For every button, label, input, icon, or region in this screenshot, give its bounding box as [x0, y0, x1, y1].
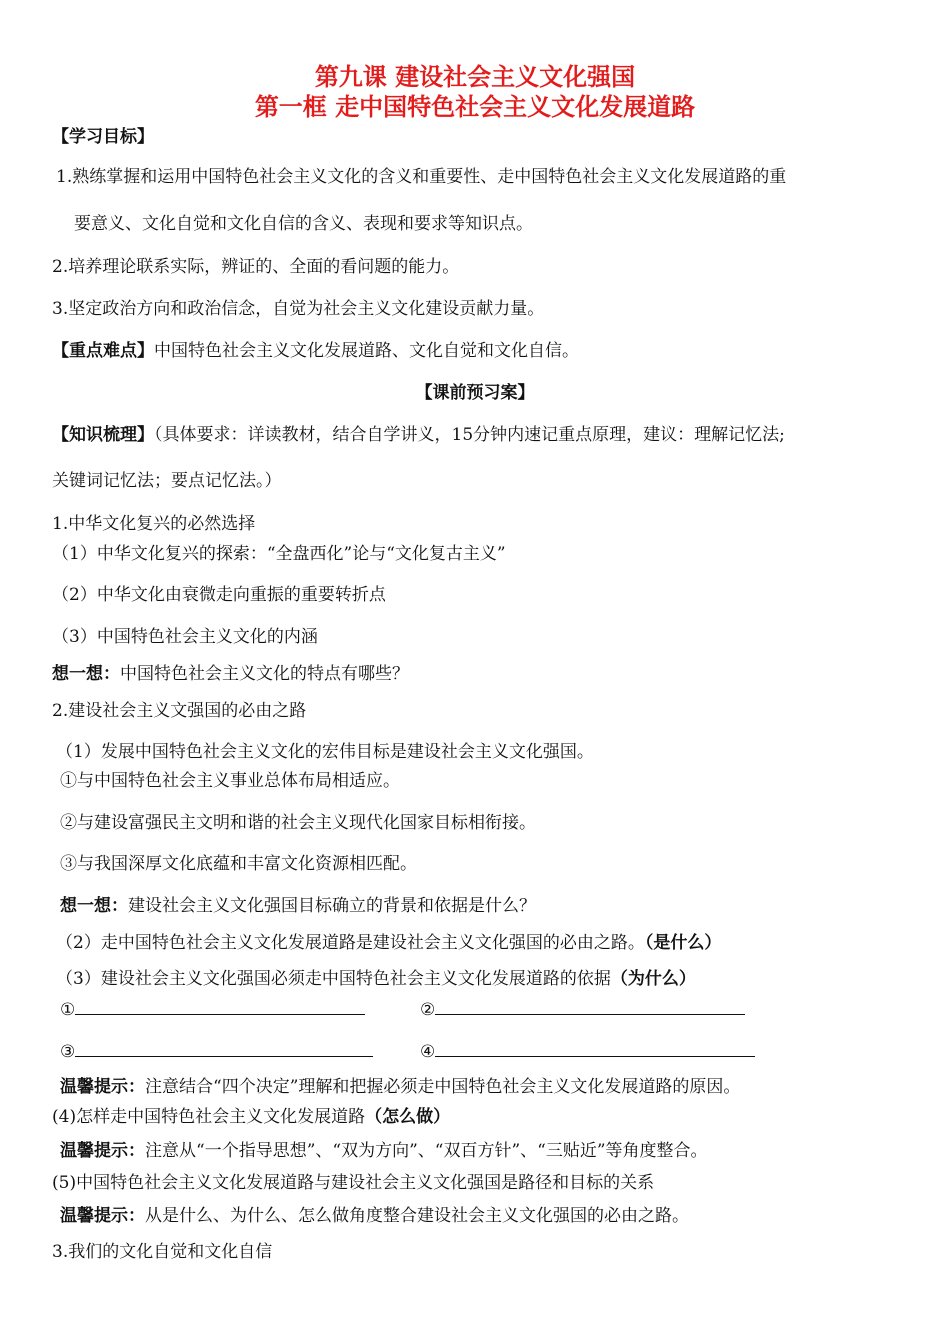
section1-sub1: （1）中华文化复兴的探索：“全盘西化”论与“文化复古主义” — [52, 544, 506, 564]
section2-item-3: ③与我国深厚文化底蕴和丰富文化资源相匹配。 — [60, 854, 417, 874]
section1-sub3: （3）中国特色社会主义文化的内涵 — [52, 627, 318, 647]
sub4-text: (4)怎样走中国特色社会主义文化发展道路 — [52, 1107, 366, 1127]
blank-line — [435, 1040, 755, 1057]
answer-blank-1[interactable] — [60, 998, 365, 1021]
section2-sub1: （1）发展中国特色社会主义文化的宏伟目标是建设社会主义文化强国。 — [56, 742, 594, 762]
goal-item-1a: 1.熟练掌握和运用中国特色社会主义文化的含义和重要性、走中国特色社会主义文化发展道路的重 — [56, 167, 787, 187]
goals-heading: 【学习目标】 — [52, 127, 154, 147]
section2-sub2 — [56, 932, 721, 954]
tip-text: 从是什么、为什么、怎么做角度整合建设社会主义文化强国的必由之路。 — [145, 1206, 689, 1226]
tip-1 — [60, 1076, 740, 1098]
lesson-title: 第九课 建设社会主义文化强国 — [314, 63, 636, 91]
goal-item-3: 3.坚定政治方向和政治信念，自觉为社会主义文化建设贡献力量。 — [52, 299, 545, 319]
section2-item-1: ①与中国特色社会主义事业总体布局相适应。 — [60, 771, 400, 791]
tip-label: 温馨提示： — [60, 1206, 145, 1226]
sub3-text: （3）建设社会主义文化强国必须走中国特色社会主义文化发展道路的依据 — [56, 969, 611, 989]
blank-line — [435, 998, 745, 1015]
knowledge-instruction-b: 关键词记忆法；要点记忆法。） — [52, 471, 282, 491]
tip-2 — [60, 1140, 708, 1162]
sub3-bold: （为什么） — [610, 969, 696, 989]
section2-sub5: (5)中国特色社会主义文化发展道路与建设社会主义文化强国是路径和目标的关系 — [52, 1173, 655, 1193]
section-title: 第一框 走中国特色社会主义文化发展道路 — [254, 93, 696, 121]
tip-label: 温馨提示： — [60, 1077, 145, 1097]
tip-text: 注意从“一个指导思想”、“双为方向”、“双百方针”、“三贴近”等角度整合。 — [145, 1141, 708, 1161]
blank-line — [75, 1040, 373, 1057]
section2-think — [60, 895, 536, 917]
tip-3 — [60, 1205, 689, 1227]
answer-blank-4[interactable] — [420, 1040, 755, 1063]
tip-label: 温馨提示： — [60, 1141, 145, 1161]
think-label: 想一想： — [60, 896, 128, 916]
section3-title: 3.我们的文化自觉和文化自信 — [52, 1242, 273, 1262]
preview-heading: 【课前预习案】 — [415, 383, 535, 403]
knowledge-heading: 【知识梳理】 — [52, 425, 154, 445]
blank-marker: ③ — [60, 1042, 76, 1062]
answer-blank-3[interactable] — [60, 1040, 373, 1063]
sub4-bold: （怎么做） — [365, 1107, 451, 1127]
blank-marker: ④ — [420, 1042, 436, 1062]
tip-text: 注意结合“四个决定”理解和把握必须走中国特色社会主义文化发展道路的原因。 — [145, 1077, 741, 1097]
key-points-heading: 【重点难点】 — [52, 341, 154, 361]
sub2-bold: （是什么） — [644, 933, 722, 953]
key-points — [52, 340, 579, 362]
key-points-text: 中国特色社会主义文化发展道路、文化自觉和文化自信。 — [154, 341, 579, 361]
goal-item-1b: 要意义、文化自觉和文化自信的含义、表现和要求等知识点。 — [74, 214, 533, 234]
section2-sub3 — [56, 968, 696, 990]
section2-title: 2.建设社会主义文强国的必由之路 — [52, 701, 307, 721]
answer-blank-2[interactable] — [420, 998, 745, 1021]
goal-item-2: 2.培养理论联系实际，辨证的、全面的看问题的能力。 — [52, 257, 460, 277]
section2-item-2: ②与建设富强民主文明和谐的社会主义现代化国家目标相衔接。 — [60, 813, 536, 833]
think-label: 想一想： — [52, 664, 120, 684]
sub2-text: （2）走中国特色社会主义文化发展道路是建设社会主义文化强国的必由之路。 — [56, 933, 645, 953]
section1-think — [52, 663, 409, 685]
blank-line — [75, 998, 365, 1015]
blank-marker: ② — [420, 1000, 436, 1020]
think-text: 中国特色社会主义文化的特点有哪些？ — [120, 664, 409, 684]
knowledge-line-1 — [52, 424, 785, 446]
think-text: 建设社会主义文化强国目标确立的背景和依据是什么？ — [128, 896, 536, 916]
blank-marker: ① — [60, 1000, 76, 1020]
section1-sub2: （2）中华文化由衰微走向重振的重要转折点 — [52, 585, 386, 605]
section1-title: 1.中华文化复兴的必然选择 — [52, 514, 256, 534]
section2-sub4 — [52, 1106, 450, 1128]
knowledge-instruction-a: （具体要求：详读教材，结合自学讲义，15分钟内速记重点原理，建议：理解记忆法; — [154, 425, 785, 445]
